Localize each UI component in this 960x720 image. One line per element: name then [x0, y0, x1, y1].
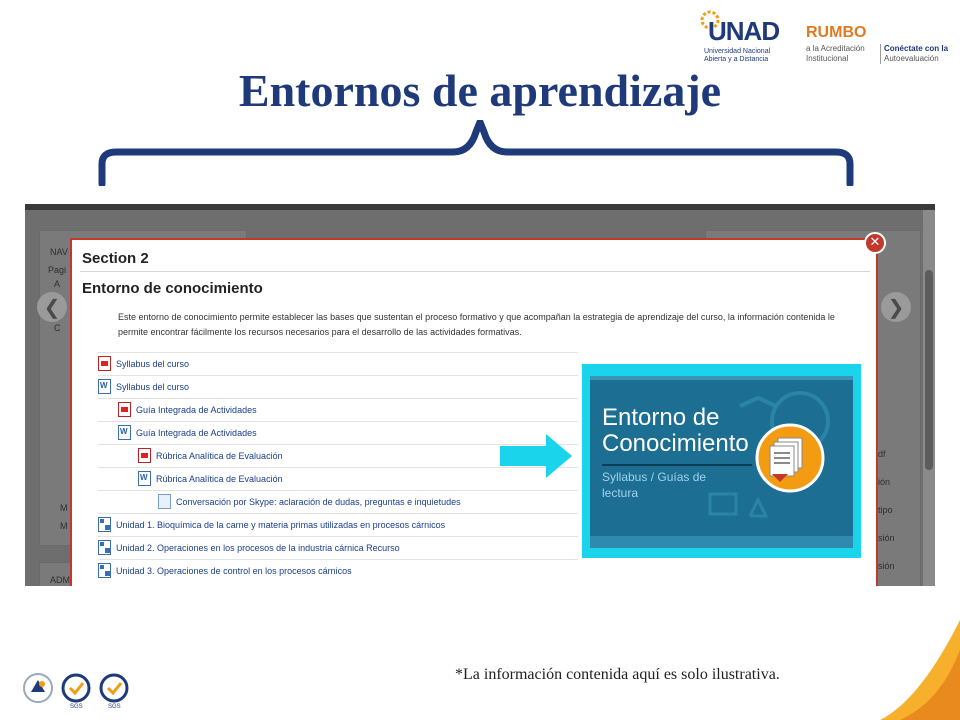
rumbo-line4: Autoevaluación	[884, 54, 939, 63]
rumbo-line1: a la Acreditación	[806, 44, 865, 53]
word-doc-icon	[118, 425, 131, 440]
resource-link[interactable]: Unidad 1. Bioquímica de la carne y materia primas utilizadas en procesos cárnicos	[116, 520, 446, 530]
rumbo-line2: Institucional	[806, 54, 849, 63]
resource-row[interactable]	[98, 559, 578, 581]
nav-page-link[interactable]: Pagi	[48, 265, 67, 275]
resource-link[interactable]: Rúbrica Analítica de Evaluación	[156, 474, 283, 484]
resource-row[interactable]	[98, 398, 578, 420]
cyan-arrow-icon	[500, 434, 574, 478]
nav-block-title: NAV	[50, 247, 68, 257]
resource-row[interactable]	[98, 536, 578, 558]
resource-row[interactable]	[98, 490, 578, 512]
rumbo-line3: Conéctate con la	[884, 44, 949, 53]
unad-wordmark: UNAD	[708, 16, 780, 46]
scrollbar[interactable]	[923, 210, 935, 586]
resource-link[interactable]: Unidad 2. Operaciones en los procesos de la industria cárnica Recurso	[116, 543, 400, 553]
resource-link[interactable]: Guía Integrada de Actividades	[136, 405, 257, 415]
banner-subtitle-line1: Syllabus / Guías de	[602, 470, 707, 484]
nav-item[interactable]: M	[60, 521, 68, 531]
banner-divider	[602, 464, 752, 466]
nav-item[interactable]: M	[60, 503, 68, 513]
unad-logo	[700, 10, 780, 70]
side-item: ión	[878, 477, 891, 487]
side-item: sión	[878, 561, 895, 571]
documents-icon	[754, 422, 826, 494]
slide-title: Entornos de aprendizaje	[238, 65, 722, 116]
shield-logo-icon	[24, 674, 52, 702]
sgs-certificate-icon	[101, 675, 127, 710]
banner-title-line1: Entorno de	[602, 404, 720, 431]
admin-block-title: ADM	[50, 575, 70, 585]
resource-link[interactable]: Guía Integrada de Actividades	[136, 428, 257, 438]
resource-row[interactable]	[98, 352, 578, 374]
pdf-icon	[118, 402, 131, 417]
pdf-icon	[138, 448, 151, 463]
resource-link[interactable]: Unidad 3. Operaciones de control en los procesos cárnicos	[116, 566, 352, 576]
scrollbar-thumb[interactable]	[925, 270, 933, 470]
banner-bottom-band	[590, 536, 853, 548]
folder-icon	[98, 517, 111, 532]
next-arrow-icon[interactable]: ❯	[881, 292, 911, 322]
svg-text:SGS: SGS	[70, 704, 83, 710]
corner-decoration-icon	[880, 620, 960, 720]
close-icon[interactable]: ✕	[864, 232, 886, 254]
nav-item[interactable]: A	[54, 279, 61, 289]
side-item: df	[878, 449, 886, 459]
rumbo-acreditacion-logo	[806, 18, 952, 78]
side-item: sión	[878, 533, 895, 543]
rumbo-wordmark: RUMBO	[806, 24, 867, 41]
resource-link[interactable]: Syllabus del curso	[116, 382, 190, 392]
knowledge-environment-banner	[590, 376, 853, 548]
rumbo-separator	[880, 44, 881, 64]
side-item: tipo	[878, 505, 893, 515]
page-icon	[158, 494, 171, 509]
certification-logos	[20, 670, 140, 710]
pdf-icon	[98, 356, 111, 371]
resource-row[interactable]	[98, 375, 578, 397]
word-doc-icon	[98, 379, 111, 394]
resource-link[interactable]: Conversación por Skype: aclaración de dudas, preguntas e inquietudes	[176, 497, 461, 507]
nav-item[interactable]: C	[54, 323, 61, 333]
footnote: *La información contenida aquí es solo ilustrativa.	[455, 666, 780, 683]
banner-title-line2: Conocimiento	[602, 430, 749, 457]
section-divider	[80, 271, 870, 272]
section-title: Section 2	[82, 250, 149, 267]
environment-heading: Entorno de conocimiento	[82, 280, 263, 297]
svg-text:SGS: SGS	[108, 704, 121, 710]
curly-brace-icon	[98, 120, 858, 186]
browser-topbar	[25, 204, 935, 210]
banner-subtitle-line2: lectura	[602, 486, 639, 500]
resource-link[interactable]: Rúbrica Analítica de Evaluación	[156, 451, 283, 461]
intro-text: Este entorno de conocimiento permite establecer las bases que sustentan el proceso formativo y que acompañan la estrategia de aprendizaje del curso, la información contenida le permite encontrar fácilmente los recursos necesarios para el desarrollo de las actividades formativas.	[118, 312, 835, 337]
folder-icon	[98, 540, 111, 555]
folder-icon	[98, 563, 111, 578]
resource-link[interactable]: Syllabus del curso	[116, 359, 190, 369]
resource-row[interactable]	[98, 513, 578, 535]
previous-arrow-icon[interactable]: ❮	[37, 292, 67, 322]
unad-subtitle: Universidad Nacional Abierta y a Distancia	[704, 48, 771, 63]
word-doc-icon	[138, 471, 151, 486]
sgs-certificate-icon	[63, 675, 89, 710]
